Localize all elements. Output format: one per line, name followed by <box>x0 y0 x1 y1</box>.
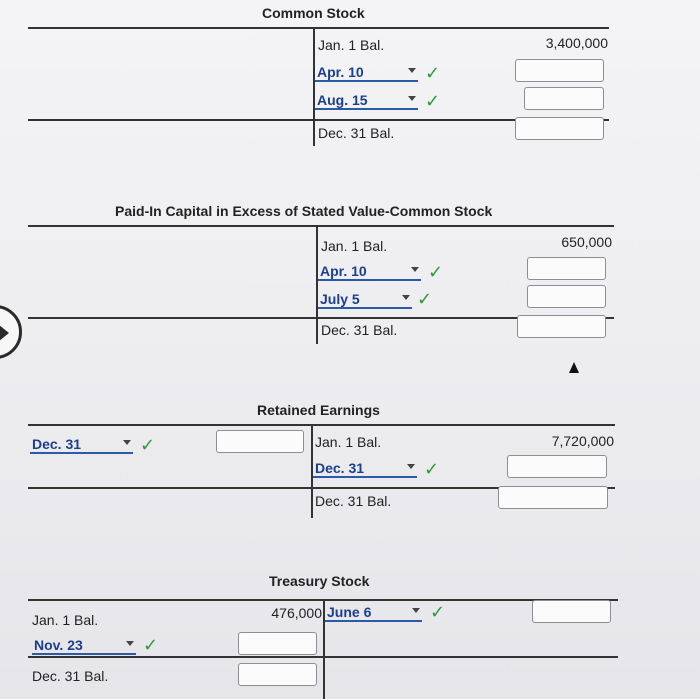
common-stock-dec31-balance-input[interactable] <box>515 117 604 140</box>
paid-in-capital-jan1-value: 650,000 <box>561 234 612 250</box>
treasury-stock-debit-date-select[interactable] <box>32 638 136 655</box>
common-stock-amount-input-2[interactable] <box>524 87 604 110</box>
retained-earnings-top-rule <box>28 424 615 426</box>
retained-earnings-debit-date-select[interactable] <box>30 437 133 454</box>
retained-earnings-dec31-label: Dec. 31 Bal. <box>315 493 392 509</box>
check-icon: ✓ <box>424 459 440 479</box>
check-icon: ✓ <box>428 262 444 282</box>
retained-earnings-jan1-value: 7,720,000 <box>551 433 614 449</box>
treasury-stock-jan1-value: 476,000 <box>271 605 322 621</box>
check-icon: ✓ <box>140 435 156 455</box>
previous-next-nav-button[interactable] <box>0 305 22 359</box>
dropdown-arrow-icon <box>412 608 420 613</box>
treasury-stock-total-rule <box>28 656 618 658</box>
treasury-stock-title: Treasury Stock <box>269 573 370 589</box>
dropdown-arrow-icon <box>407 464 415 469</box>
dropdown-arrow-icon <box>411 267 419 272</box>
paid-in-capital-amount-input-2[interactable] <box>527 285 606 308</box>
retained-earnings-credit-date-select[interactable] <box>313 461 417 478</box>
select-label: Apr. 10 <box>320 263 367 279</box>
paid-in-capital-date-select-1[interactable] <box>318 264 421 281</box>
dropdown-arrow-icon <box>408 96 416 101</box>
select-label: Nov. 23 <box>34 637 83 653</box>
select-label: June 6 <box>327 604 372 620</box>
retained-earnings-debit-amount-input[interactable] <box>216 430 304 453</box>
select-label: Aug. 15 <box>317 92 368 108</box>
select-label: Apr. 10 <box>317 64 364 80</box>
dropdown-arrow-icon <box>123 440 131 445</box>
select-label: July 5 <box>320 291 360 307</box>
paid-in-capital-date-select-2[interactable] <box>318 292 412 309</box>
check-icon: ✓ <box>425 63 441 83</box>
retained-earnings-dec31-balance-input[interactable] <box>498 486 608 509</box>
chevron-right-icon <box>0 325 9 341</box>
select-label: Dec. 31 <box>315 460 365 476</box>
dropdown-arrow-icon <box>408 68 416 73</box>
paid-in-capital-jan1-label: Jan. 1 Bal. <box>321 238 388 254</box>
common-stock-t-divider <box>313 28 315 146</box>
retained-earnings-credit-amount-input[interactable] <box>507 455 607 478</box>
check-icon: ✓ <box>143 635 159 655</box>
treasury-stock-credit-amount-input[interactable] <box>532 600 611 623</box>
treasury-stock-dec31-balance-input[interactable] <box>238 663 317 686</box>
common-stock-title: Common Stock <box>262 5 365 21</box>
common-stock-jan1-label: Jan. 1 Bal. <box>318 37 385 53</box>
paid-in-capital-dec31-label: Dec. 31 Bal. <box>321 322 398 338</box>
paid-in-capital-t-divider <box>316 226 318 344</box>
mouse-pointer-icon <box>569 362 579 373</box>
common-stock-date-select-1[interactable] <box>315 65 418 82</box>
common-stock-date-select-2[interactable] <box>315 93 418 110</box>
paid-in-capital-title: Paid-In Capital in Excess of Stated Value-Common Stock <box>115 203 493 219</box>
retained-earnings-title: Retained Earnings <box>257 402 380 418</box>
retained-earnings-jan1-label: Jan. 1 Bal. <box>315 434 382 450</box>
common-stock-dec31-label: Dec. 31 Bal. <box>318 125 395 141</box>
common-stock-jan1-value: 3,400,000 <box>545 35 608 51</box>
treasury-stock-dec31-label: Dec. 31 Bal. <box>32 668 109 684</box>
dropdown-arrow-icon <box>126 641 134 646</box>
check-icon: ✓ <box>425 91 441 111</box>
treasury-stock-credit-date-select[interactable] <box>325 605 422 622</box>
paid-in-capital-dec31-balance-input[interactable] <box>517 315 606 338</box>
check-icon: ✓ <box>417 289 433 309</box>
treasury-stock-jan1-label: Jan. 1 Bal. <box>32 612 99 628</box>
common-stock-amount-input-1[interactable] <box>515 59 604 82</box>
dropdown-arrow-icon <box>402 295 410 300</box>
select-label: Dec. 31 <box>32 436 82 452</box>
treasury-stock-debit-amount-input[interactable] <box>238 632 317 655</box>
paid-in-capital-top-rule <box>28 225 614 227</box>
common-stock-top-rule <box>28 27 609 29</box>
paid-in-capital-amount-input-1[interactable] <box>527 257 606 280</box>
check-icon: ✓ <box>430 602 446 622</box>
